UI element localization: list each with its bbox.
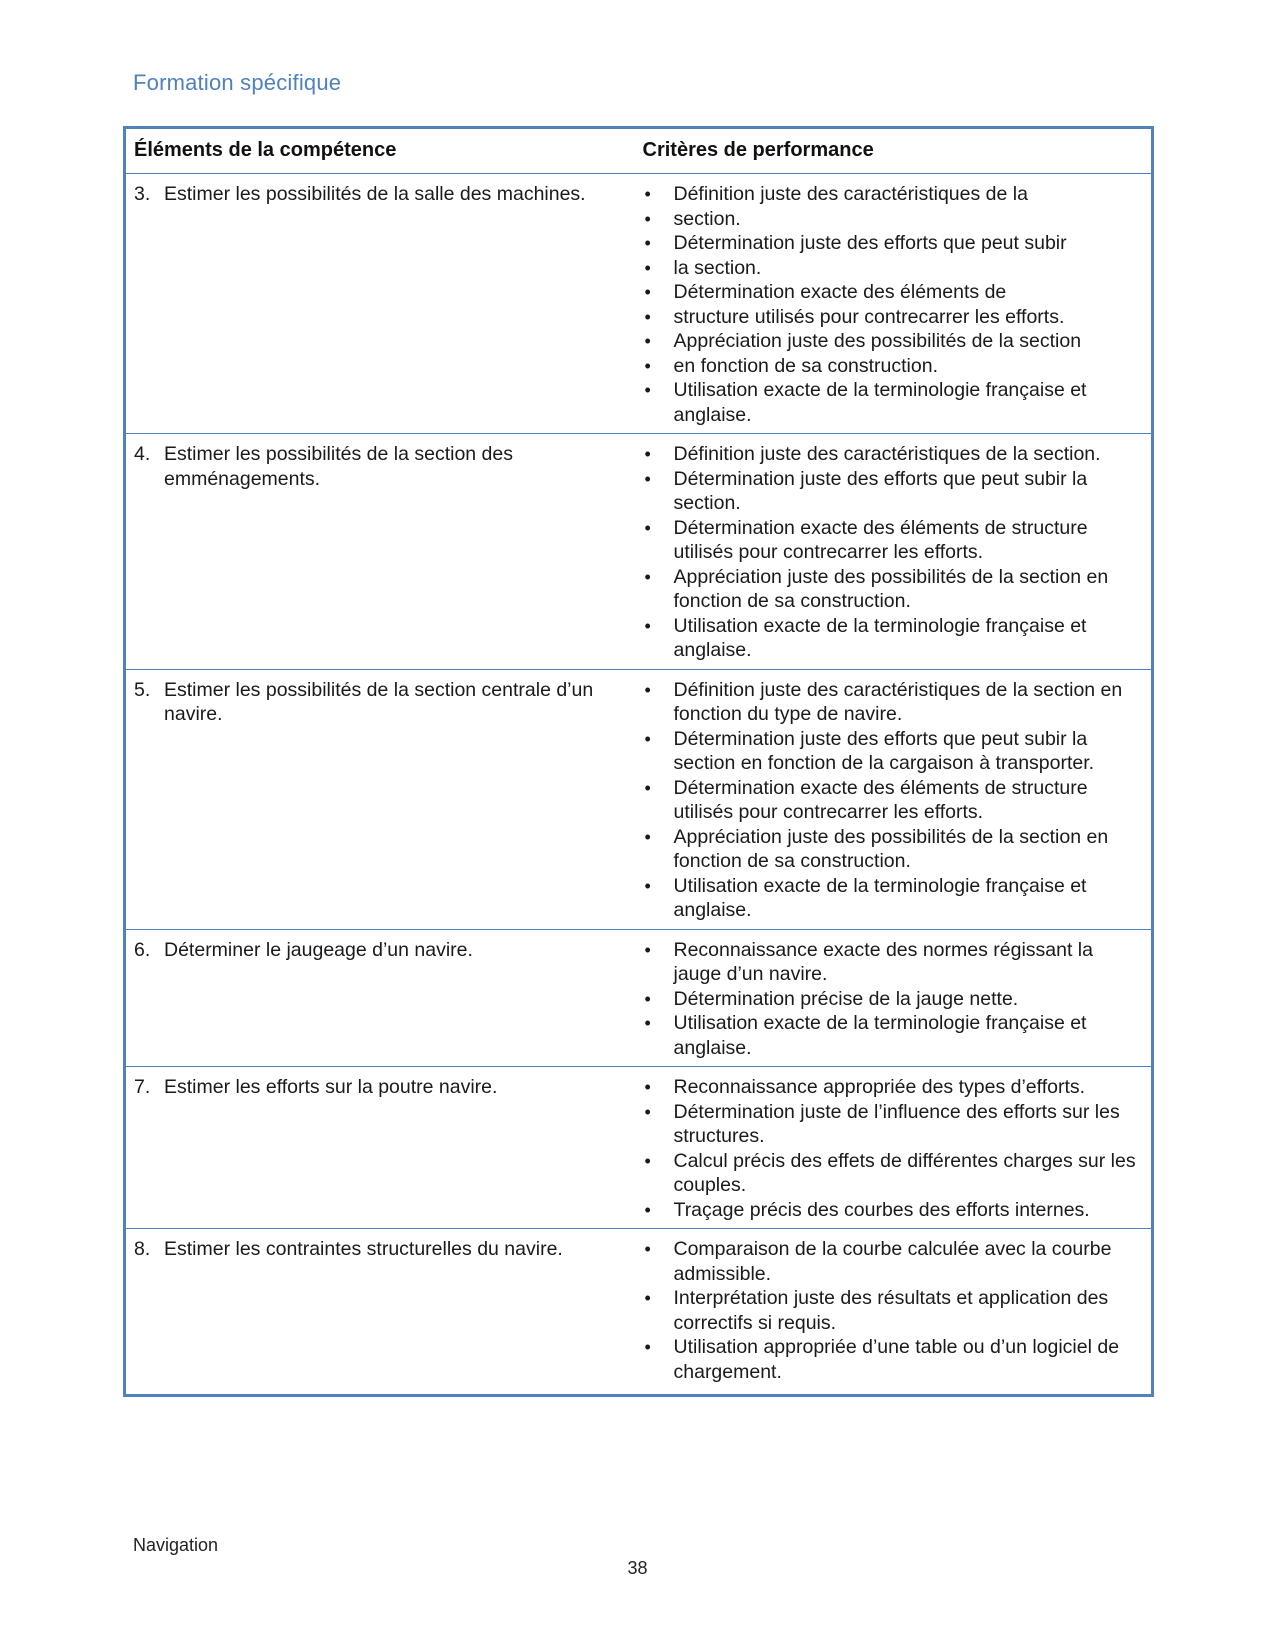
bullet-icon: • — [644, 728, 651, 749]
element-text: Estimer les efforts sur la poutre navire. — [164, 1076, 498, 1098]
bullet-icon: • — [644, 1077, 651, 1097]
criterion-text: section. — [673, 207, 741, 230]
bullet-icon: • — [644, 208, 651, 229]
list-item — [643, 1286, 1144, 1335]
element-cell — [125, 1067, 635, 1229]
bullet-icon: • — [644, 615, 651, 636]
bullet-icon: • — [644, 355, 651, 376]
element-text: Estimer les possibilités de la section des emménagements. — [164, 443, 513, 490]
list-item — [643, 1075, 1144, 1100]
criteria-cell — [635, 669, 1153, 929]
competence-element — [134, 1237, 627, 1262]
bullet-icon: • — [644, 875, 651, 896]
criterion-text: Détermination exacte des éléments de structure utilisés pour contrecarrer les efforts. — [673, 516, 1088, 563]
element-number: 3. — [134, 183, 151, 205]
list-item — [643, 231, 1144, 256]
competence-element — [134, 442, 627, 491]
bullet-icon: • — [644, 1288, 651, 1308]
criterion-text: Appréciation juste des possibilités de la section en fonction de sa construction. — [673, 825, 1109, 872]
criterion-text: structure utilisés pour contrecarrer les efforts. — [673, 305, 1065, 328]
bullet-icon: • — [644, 1101, 651, 1122]
list-item — [643, 727, 1144, 776]
criteria-list — [643, 1237, 1144, 1384]
criterion-text: Interprétation juste des résultats et application des correctifs si requis. — [673, 1287, 1109, 1334]
bullet-icon: • — [644, 1199, 651, 1220]
element-text: Estimer les contraintes structurelles du navire. — [164, 1238, 563, 1260]
criterion-text: Utilisation appropriée d’une table ou d’un logiciel de chargement. — [673, 1336, 1120, 1383]
table-row — [125, 1229, 1153, 1396]
element-cell — [125, 174, 635, 434]
element-number: 4. — [134, 443, 151, 465]
list-item — [643, 987, 1144, 1012]
bullet-icon: • — [644, 1337, 651, 1357]
competence-element — [134, 182, 627, 207]
bullet-icon: • — [644, 1150, 651, 1171]
bullet-icon: • — [644, 331, 651, 351]
competence-element — [134, 938, 627, 963]
element-cell — [125, 1229, 635, 1396]
criterion-text: Reconnaissance exacte des normes régissant la jauge d’un navire. — [673, 938, 1093, 985]
list-item — [643, 516, 1144, 565]
list-item — [643, 378, 1144, 427]
criteria-list — [643, 938, 1144, 1061]
criterion-text: en fonction de sa construction. — [673, 354, 938, 377]
list-item — [643, 305, 1144, 330]
criterion-text: Calcul précis des effets de différentes charges sur les couples. — [673, 1149, 1136, 1196]
list-item — [643, 614, 1144, 663]
list-item — [643, 1011, 1144, 1060]
bullet-icon: • — [644, 282, 651, 302]
bullet-icon: • — [644, 184, 651, 204]
criteria-cell — [635, 929, 1153, 1067]
criterion-text: Utilisation exacte de la terminologie française et anglaise. — [673, 874, 1087, 921]
list-item — [643, 329, 1144, 354]
bullet-icon: • — [644, 468, 651, 489]
footer-label: Navigation — [133, 1535, 219, 1555]
criteria-list — [643, 442, 1144, 663]
list-item — [643, 874, 1144, 923]
table-header-row — [125, 128, 1153, 174]
list-item — [643, 776, 1144, 825]
element-text: Estimer les possibilités de la section centrale d’un navire. — [164, 678, 594, 725]
list-item — [643, 1198, 1144, 1223]
element-cell — [125, 669, 635, 929]
bullet-icon: • — [644, 988, 651, 1009]
criteria-cell — [635, 434, 1153, 670]
list-item — [643, 938, 1144, 987]
element-text: Estimer les possibilités de la salle des machines. — [164, 183, 586, 205]
criteria-cell — [635, 1067, 1153, 1229]
list-item — [643, 1100, 1144, 1149]
list-item — [643, 442, 1144, 467]
criteria-cell — [635, 1229, 1153, 1396]
competence-element — [134, 1075, 627, 1100]
criteria-list — [643, 182, 1144, 427]
list-item — [643, 1237, 1144, 1286]
element-text: Déterminer le jaugeage d’un navire. — [164, 938, 473, 961]
bullet-icon: • — [644, 1239, 651, 1259]
bullet-icon: • — [644, 380, 651, 400]
criterion-text: Détermination précise de la jauge nette. — [673, 987, 1019, 1010]
element-number: 7. — [134, 1076, 151, 1098]
element-cell — [125, 929, 635, 1067]
bullet-icon: • — [644, 939, 651, 960]
bullet-icon: • — [644, 1013, 651, 1033]
criterion-text: Détermination juste des efforts que peut subir — [673, 232, 1067, 254]
criterion-text: Définition juste des caractéristiques de la section. — [673, 443, 1101, 465]
bullet-icon: • — [644, 517, 651, 538]
bullet-icon: • — [644, 233, 651, 253]
criterion-text: Détermination exacte des éléments de structure utilisés pour contrecarrer les efforts. — [673, 776, 1088, 823]
table-body — [125, 174, 1153, 1396]
element-cell — [125, 434, 635, 670]
bullet-icon: • — [644, 826, 651, 847]
list-item — [643, 1335, 1144, 1384]
list-item — [643, 825, 1144, 874]
header-elements: Éléments de la compétence — [125, 128, 635, 174]
criterion-text: Définition juste des caractéristiques de la — [673, 183, 1028, 205]
list-item — [643, 280, 1144, 305]
list-item — [643, 1149, 1144, 1198]
table-row — [125, 669, 1153, 929]
criterion-text: Traçage précis des courbes des efforts internes. — [673, 1198, 1090, 1221]
bullet-icon: • — [644, 444, 651, 464]
criterion-text: Détermination juste des efforts que peut subir la section. — [673, 467, 1088, 514]
criterion-text: Comparaison de la courbe calculée avec la courbe admissible. — [673, 1238, 1112, 1285]
header-criteria: Critères de performance — [635, 128, 1153, 174]
list-item — [643, 354, 1144, 379]
page-number: 38 — [627, 1558, 648, 1578]
bullet-icon: • — [644, 306, 651, 327]
list-item — [643, 565, 1144, 614]
table-row — [125, 434, 1153, 670]
criterion-text: la section. — [673, 256, 762, 279]
competence-table — [123, 126, 1154, 1397]
bullet-icon: • — [644, 566, 651, 587]
criterion-text: Appréciation juste des possibilités de la section en fonction de sa construction. — [673, 565, 1109, 612]
competence-element — [134, 678, 627, 727]
criterion-text: Définition juste des caractéristiques de la section en fonction du type de navire. — [673, 678, 1123, 725]
table-row — [125, 174, 1153, 434]
table-row — [125, 1067, 1153, 1229]
list-item — [643, 678, 1144, 727]
criterion-text: Utilisation exacte de la terminologie française et anglaise. — [673, 1012, 1087, 1059]
bullet-icon: • — [644, 679, 651, 700]
table-row — [125, 929, 1153, 1067]
criteria-cell — [635, 174, 1153, 434]
criterion-text: Détermination juste des efforts que peut subir la section en fonction de la cargaison à transporter. — [673, 727, 1095, 774]
section-title: Formation spécifique — [133, 70, 342, 95]
list-item — [643, 256, 1144, 281]
bullet-icon: • — [644, 777, 651, 798]
element-number: 5. — [134, 678, 151, 701]
element-number: 8. — [134, 1238, 151, 1260]
list-item — [643, 467, 1144, 516]
criterion-text: Reconnaissance appropriée des types d’efforts. — [673, 1076, 1086, 1098]
criteria-list — [643, 678, 1144, 923]
bullet-icon: • — [644, 257, 651, 278]
criterion-text: Utilisation exacte de la terminologie française et anglaise. — [673, 614, 1087, 661]
criterion-text: Appréciation juste des possibilités de la section — [673, 330, 1082, 352]
list-item — [643, 182, 1144, 207]
element-number: 6. — [134, 938, 151, 961]
criterion-text: Détermination exacte des éléments de — [673, 281, 1007, 303]
criterion-text: Utilisation exacte de la terminologie française et anglaise. — [673, 379, 1087, 426]
list-item — [643, 207, 1144, 232]
criterion-text: Détermination juste de l’influence des efforts sur les structures. — [673, 1100, 1120, 1147]
criteria-list — [643, 1075, 1144, 1222]
